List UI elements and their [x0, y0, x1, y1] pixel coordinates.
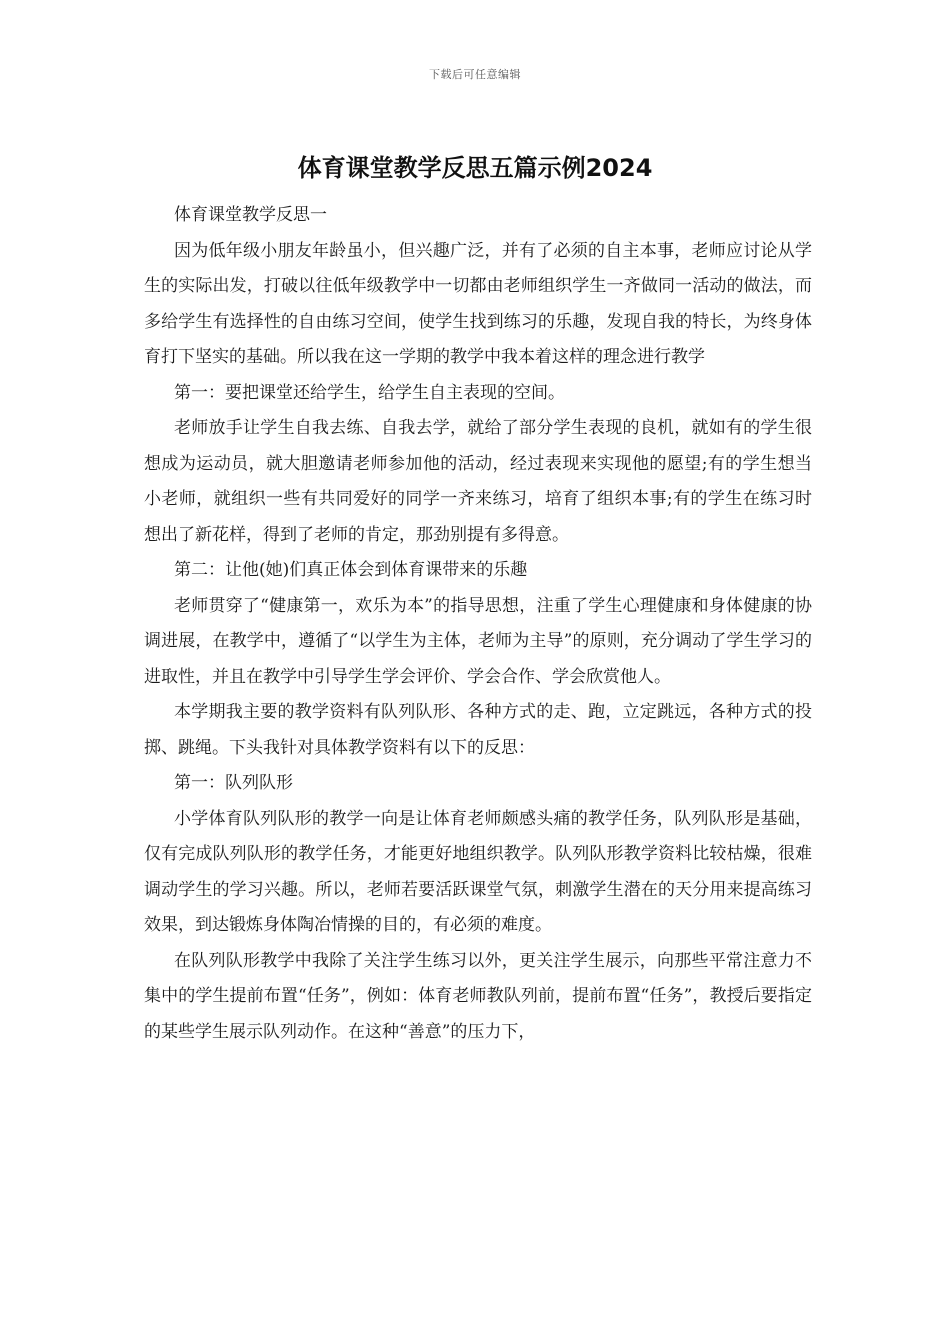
body-paragraph: 因为低年级小朋友年龄虽小，但兴趣广泛，并有了必须的自主本事，老师应讨论从学生的实际出发，打破以往低年级教学中一切都由老师组织学生一齐做同一活动的做法，而多给学生有选择性的自由练习空间，使学生找到练习的乐趣，发现自我的特长，为终身体育打下坚实的基础。所以我在这一学期的教学中我本着这样的理念进行教学: [144, 240, 812, 367]
body-paragraph: 在队列队形教学中我除了关注学生练习以外，更关注学生展示，向那些平常注意力不集中的学生提前布置“任务”，例如：体育老师教队列前，提前布置“任务”，教授后要指定的某些学生展示队列动作。在这种“善意”的压力下，: [144, 950, 812, 1042]
header-note: 下载后可任意编辑: [429, 68, 521, 81]
point-heading: 第一：队列队形: [174, 773, 293, 793]
point-heading: 第一：要把课堂还给学生，给学生自主表现的空间。: [174, 382, 565, 403]
point-heading: 第二：让他(她)们真正体会到体育课带来的乐趣: [174, 560, 528, 580]
body-paragraph: 老师放手让学生自我去练、自我去学，就给了部分学生表现的良机，就如有的学生很想成为运动员，就大胆邀请老师参加他的活动，经过表现来实现他的愿望;有的学生想当小老师，就组织一些有共同爱好的同学一齐来练习，培育了组织本事;有的学生在练习时想出了新花样，得到了老师的肯定，那劲别提有多得意。: [144, 418, 812, 545]
document-title: 体育课堂教学反思五篇示例2024: [297, 154, 653, 182]
body-paragraph: 小学体育队列队形的教学一向是让体育老师颇感头痛的教学任务，队列队形是基础，仅有完成队列队形的教学任务，才能更好地组织教学。队列队形教学资料比较枯燥，很难调动学生的学习兴趣。所以，老师若要活跃课堂气氛，刺激学生潜在的天分用来提高练习效果，到达锻炼身体陶冶情操的目的，有必须的难度。: [144, 808, 812, 935]
body-paragraph: 本学期我主要的教学资料有队列队形、各种方式的走、跑，立定跳远，各种方式的投掷、跳绳。下头我针对具体教学资料有以下的反思：: [144, 702, 812, 758]
section-heading: 体育课堂教学反思一: [174, 205, 327, 225]
body-paragraph: 老师贯穿了“健康第一，欢乐为本”的指导思想，注重了学生心理健康和身体健康的协调进展，在教学中，遵循了“以学生为主体，老师为主导”的原则，充分调动了学生学习的进取性，并且在教学中引导学生学会评价、学会合作、学会欣赏他人。: [144, 595, 812, 687]
document-body: [144, 198, 812, 1050]
